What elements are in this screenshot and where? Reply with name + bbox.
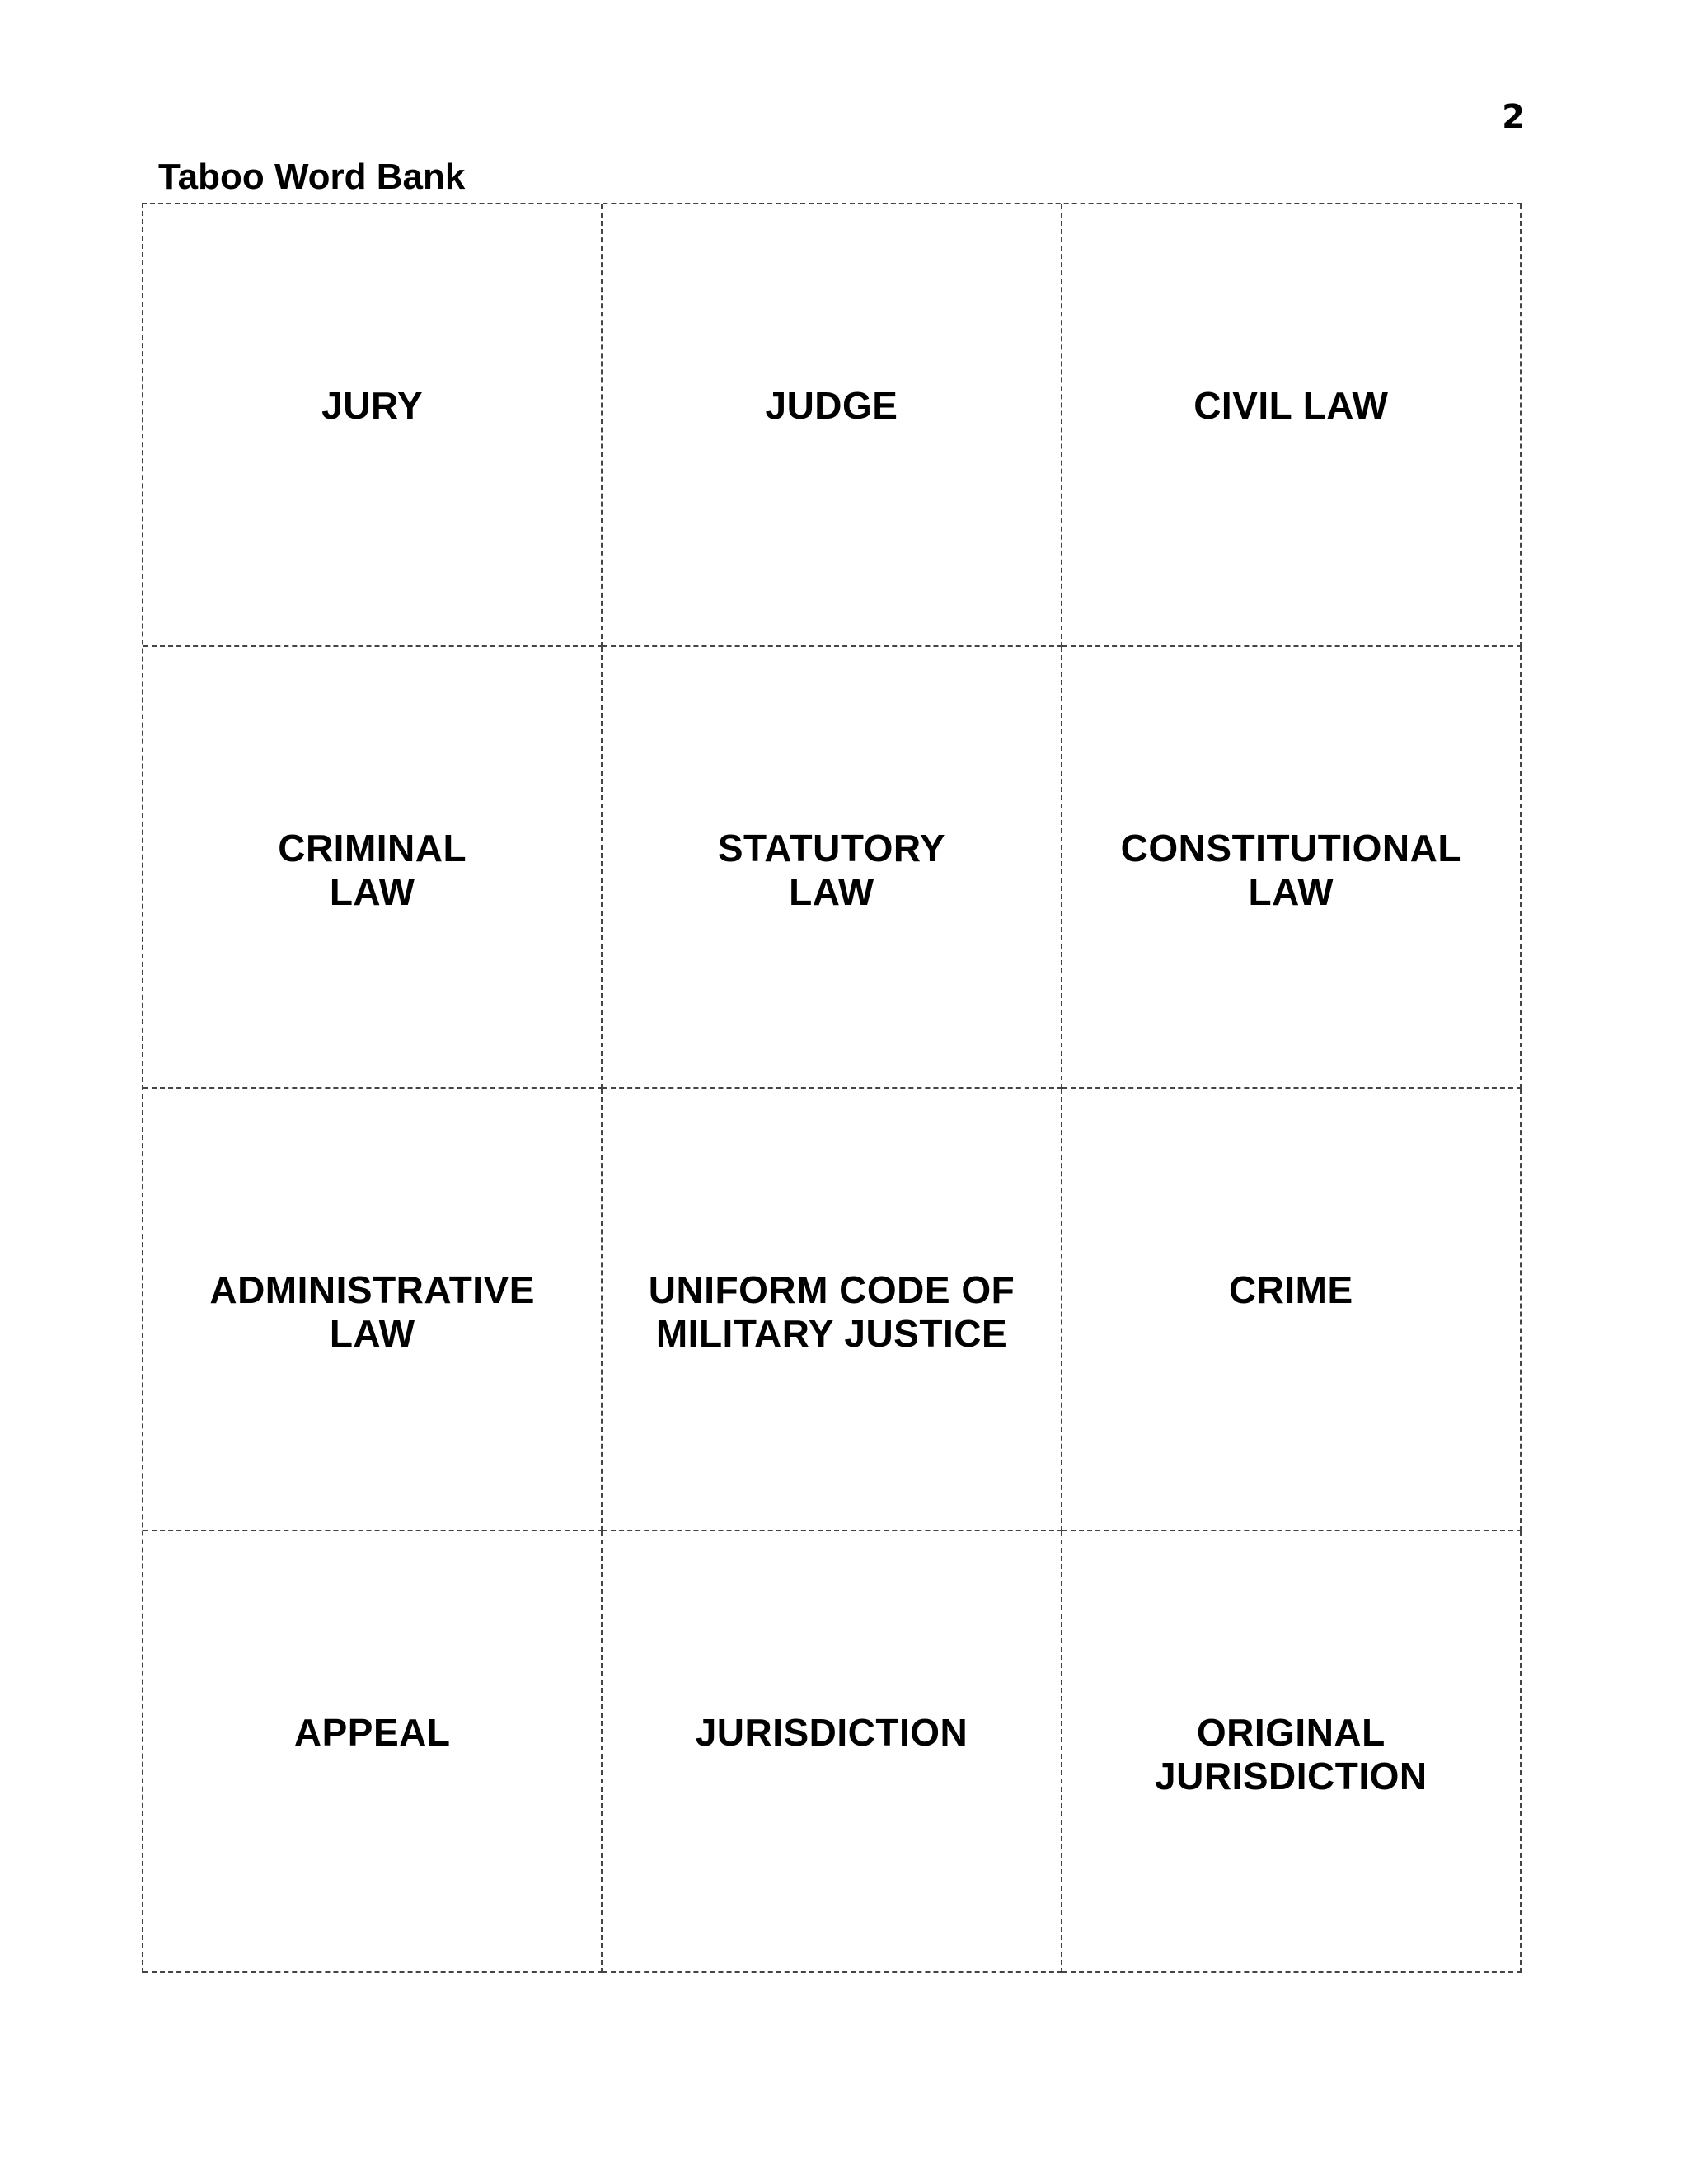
- card-text: [152, 1711, 593, 1755]
- word-card-appeal: [143, 1531, 603, 1974]
- card-line: CIVIL LAW: [1193, 384, 1389, 427]
- card-text: [1071, 1268, 1512, 1312]
- word-card-statutory-law: [603, 647, 1062, 1090]
- word-card-original-jurisdiction: [1062, 1531, 1522, 1974]
- card-line: LAW: [1248, 869, 1334, 913]
- word-card-jurisdiction: [603, 1531, 1062, 1974]
- card-text: [1071, 827, 1512, 914]
- card-line: APPEAL: [293, 1710, 451, 1754]
- word-card-ucmj: [603, 1089, 1062, 1531]
- card-line: LAW: [329, 1312, 415, 1355]
- word-card-judge: [603, 204, 1062, 647]
- word-card-constitutional-law: [1062, 647, 1522, 1090]
- card-line: LAW: [789, 869, 874, 913]
- word-card-criminal-law: [143, 647, 603, 1090]
- card-line: CRIMINAL: [278, 826, 467, 869]
- card-text: [611, 827, 1052, 914]
- card-line: LAW: [329, 869, 415, 913]
- card-text: [611, 1711, 1052, 1755]
- page-title: Taboo Word Bank: [158, 157, 466, 197]
- card-line: JURISDICTION: [695, 1710, 968, 1754]
- word-card-grid: [142, 203, 1522, 1973]
- word-card-jury: [143, 204, 603, 647]
- word-card-civil-law: [1062, 204, 1522, 647]
- card-line: JURISDICTION: [1155, 1754, 1428, 1797]
- card-line: ORIGINAL: [1196, 1710, 1386, 1754]
- card-text: [152, 384, 593, 428]
- card-line: STATUTORY: [717, 826, 946, 869]
- card-text: [152, 1268, 593, 1356]
- card-text: [611, 384, 1052, 428]
- page-number: 2: [1502, 98, 1525, 136]
- card-text: [1071, 1711, 1512, 1798]
- card-line: UNIFORM CODE OF: [648, 1268, 1015, 1311]
- card-line: CRIME: [1228, 1268, 1353, 1311]
- word-card-crime: [1062, 1089, 1522, 1531]
- card-text: [1071, 384, 1512, 428]
- card-line: MILITARY JUSTICE: [655, 1312, 1008, 1355]
- word-card-administrative-law: [143, 1089, 603, 1531]
- card-line: JUDGE: [765, 384, 898, 427]
- card-text: [152, 827, 593, 914]
- card-line: JURY: [321, 384, 424, 427]
- card-text: [611, 1268, 1052, 1356]
- card-line: ADMINISTRATIVE: [209, 1268, 535, 1311]
- card-line: CONSTITUTIONAL: [1120, 826, 1461, 869]
